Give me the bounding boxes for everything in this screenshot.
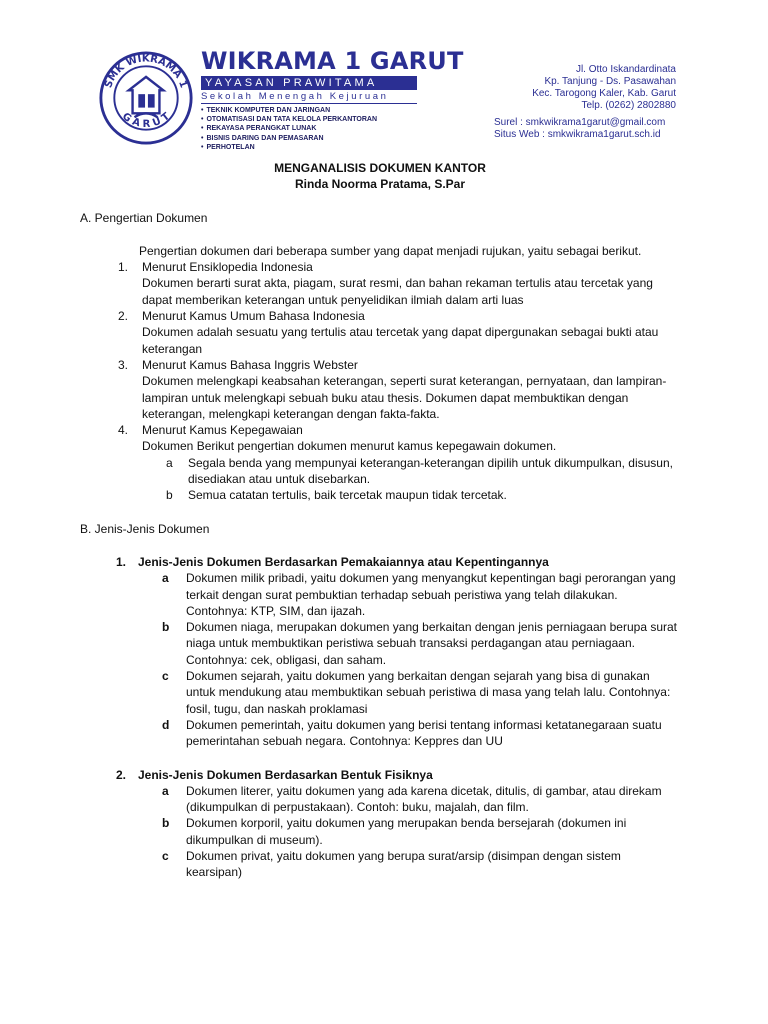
sub-item xyxy=(80,487,680,503)
item-title: Menurut Kamus Bahasa Inggris Webster xyxy=(142,357,358,372)
type-text: Dokumen korporil, yaitu dokumen yang merupakan benda bersejarah (dokumen ini dikumpulkan di museum). xyxy=(186,816,627,847)
email-line: Surel : smkwikrama1garut@gmail.com xyxy=(494,117,666,128)
item-text: Dokumen Berikut pengertian dokumen menurut kamus kepegawain dokumen. xyxy=(142,439,557,454)
type-group-heading xyxy=(80,554,680,570)
type-group xyxy=(80,767,680,881)
address-line: Kec. Tarogong Kaler, Kab. Garut xyxy=(532,88,676,99)
contact-info xyxy=(436,64,676,141)
program-item: • OTOMATISASI DAN TATA KELOLA PERKANTORAN xyxy=(201,115,421,124)
program-item: • REKAYASA PERANGKAT LUNAK xyxy=(201,124,421,133)
foundation-name: YAYASAN PRAWITAMA xyxy=(201,76,417,90)
type-text: Dokumen literer, yaitu dokumen yang ada karena dicetak, ditulis, di gambar, atau direkam (dikumpulkan di perpustakaan). Contoh: buku, majalah, dan film. xyxy=(186,783,662,815)
sub-item xyxy=(80,455,680,488)
item-text: Dokumen berarti surat akta, piagam, surat resmi, dan bahan rekaman tertulis atau tercetak yang dapat memberikan keterangan untuk penyelidikan ilmiah dalam arti luas xyxy=(142,276,653,307)
website-line: Situs Web : smkwikrama1garut.sch.id xyxy=(494,129,661,140)
svg-text:SMK WIKRAMA 1: SMK WIKRAMA 1 xyxy=(103,53,189,90)
type-text: Dokumen sejarah, yaitu dokumen yang berkaitan dengan sejarah yang bisa di gunakan untuk mendukung atau membuktikan sebuah peristiwa di masa yang telah lalu. Contohnya: fosil, tugu, dan naskah proklamasi xyxy=(186,669,671,716)
definition-item xyxy=(80,259,680,308)
group-title: Jenis-Jenis Dokumen Berdasarkan Pemakaiannya atau Kepentingannya xyxy=(138,554,549,569)
type-letter: c xyxy=(162,848,169,863)
type-item xyxy=(80,815,680,848)
program-list xyxy=(201,106,421,152)
address-line: Kp. Tanjung - Ds. Pasawahan xyxy=(544,76,676,87)
definition-list xyxy=(80,259,680,503)
item-number: 3. xyxy=(118,357,129,372)
type-text: Dokumen milik pribadi, yaitu dokumen yang menyangkut kepentingan bagi perorangan yang terkait dengan surat pembuktian terhadap sebuah peristiwa yang telah dilakukan. Contohnya: KTP, SIM, dan ijazah. xyxy=(186,571,676,618)
sub-text: Semua catatan tertulis, baik tercetak maupun tidak tercetak. xyxy=(188,488,507,503)
document-title: MENGANALISIS DOKUMEN KANTOR xyxy=(274,161,486,175)
item-number: 4. xyxy=(118,423,129,438)
type-text: Dokumen privat, yaitu dokumen yang berupa surat/arsip (disimpan dengan sistem kearsipan) xyxy=(186,848,621,880)
school-identity xyxy=(201,47,464,152)
type-letter: b xyxy=(162,620,170,635)
type-letter: c xyxy=(162,669,169,684)
definition-item xyxy=(80,308,680,357)
school-name: WIKRAMA 1 GARUT xyxy=(201,47,464,75)
group-number: 2. xyxy=(116,767,127,782)
letterhead xyxy=(96,44,676,152)
svg-text:G A R U T: G A R U T xyxy=(119,111,173,131)
type-letter: b xyxy=(162,816,170,831)
section-a-intro: Pengertian dokumen dari beberapa sumber yang dapat menjadi rujukan, yaitu sebagai berikut. xyxy=(139,243,642,258)
type-item xyxy=(80,570,680,619)
document-author: Rinda Noorma Pratama, S.Par xyxy=(294,177,466,192)
type-letter: a xyxy=(162,571,169,586)
type-item xyxy=(80,717,680,750)
document-body xyxy=(80,160,680,881)
program-item: • TEKNIK KOMPUTER DAN JARINGAN xyxy=(201,106,421,115)
program-item: • BISNIS DARING DAN PEMASARAN xyxy=(201,134,421,143)
group-number: 1. xyxy=(116,554,127,569)
address-line: Jl. Otto Iskandardinata xyxy=(575,64,676,75)
sub-letter: a xyxy=(166,455,173,470)
group-title: Jenis-Jenis Dokumen Berdasarkan Bentuk Fisiknya xyxy=(138,767,433,782)
item-number: 2. xyxy=(118,309,129,324)
type-item xyxy=(80,783,680,816)
type-text: Dokumen pemerintah, yaitu dokumen yang berisi tentang informasi ketatanegaraan suatu pemerintahan sebuah negara. Contohnya: Keppres dan UU xyxy=(186,717,662,749)
section-a-heading: A. Pengertian Dokumen xyxy=(80,210,208,225)
program-item: • PERHOTELAN xyxy=(201,143,421,152)
definition-item xyxy=(80,422,680,455)
sub-letter: b xyxy=(166,488,173,503)
type-item xyxy=(80,668,680,717)
type-item xyxy=(80,848,680,881)
sub-text: Segala benda yang mempunyai keterangan-keterangan dipilih untuk dikumpulkan, disusun, disediakan atau untuk disebarkan. xyxy=(188,455,673,487)
phone-line: Telp. (0262) 2802880 xyxy=(581,100,676,111)
item-title: Menurut Ensiklopedia Indonesia xyxy=(142,260,313,275)
type-letter: d xyxy=(162,717,170,732)
item-text: Dokumen adalah sesuatu yang tertulis atau tercetak yang dapat dipergunakan sebagai bukti atau keterangan xyxy=(142,325,659,356)
item-title: Menurut Kamus Umum Bahasa Indonesia xyxy=(142,309,365,324)
definition-item xyxy=(80,357,680,422)
school-type: Sekolah Menengah Kejuruan xyxy=(201,90,417,104)
section-b-heading: B. Jenis-Jenis Dokumen xyxy=(80,521,210,536)
item-text: Dokumen melengkapi keabsahan keterangan, seperti surat keterangan, pernyataan, dan lampiran-lampiran untuk melengkapi sebuah buku atau thesis. Dokumen dapat membuktikan dengan keterangan, melengkapi keterangan dengan fakta-fakta. xyxy=(142,374,667,421)
school-seal-logo xyxy=(98,50,194,146)
type-item xyxy=(80,619,680,668)
type-text: Dokumen niaga, merupakan dokumen yang berkaitan dengan jenis perniagaan berupa surat niaga untuk membuktikan peristiwa sebuah transaksi perdagangan atau perniagaan. Contohnya: cek, obligasi, dan saham. xyxy=(186,620,677,667)
type-group-heading xyxy=(80,767,680,783)
item-number: 1. xyxy=(118,260,129,275)
type-letter: a xyxy=(162,783,169,798)
item-title: Menurut Kamus Kepegawaian xyxy=(142,423,303,438)
type-group xyxy=(80,554,680,750)
